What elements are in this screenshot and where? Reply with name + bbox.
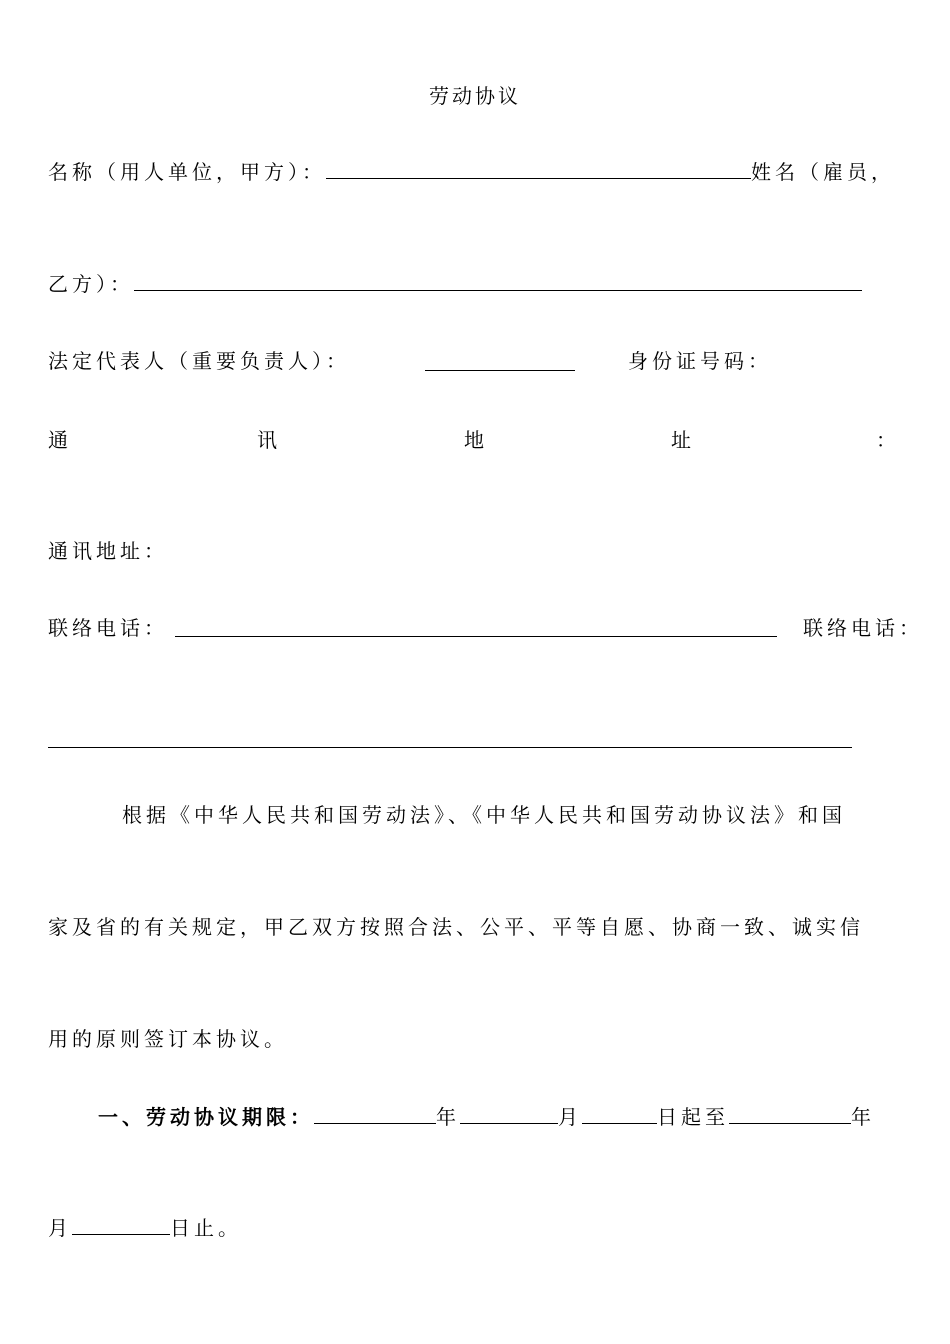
id-number-label: 身份证号码：	[628, 349, 772, 373]
term-end-year-blank[interactable]	[729, 1105, 851, 1124]
paragraph-line-2: 家及省的有关规定，甲乙双方按照合法、公平、平等自愿、协商一致、诚实信	[48, 915, 864, 939]
employer-name-label: 名称（用人单位，甲方）：	[48, 160, 326, 184]
phone-label-employee: 联络电话：	[803, 616, 923, 640]
term-month-end-label: 月	[48, 1216, 72, 1240]
paragraph-line-3: 用的原则签订本协议。	[48, 1027, 288, 1051]
term-end-month-blank[interactable]	[72, 1216, 170, 1235]
employee-name-blank[interactable]	[134, 272, 862, 291]
employee-name-label-part2: 乙方）：	[48, 272, 134, 296]
employee-name-row	[48, 272, 862, 296]
term-start-year-blank[interactable]	[314, 1105, 436, 1124]
term-row	[98, 1105, 875, 1129]
phone-label-employer: 联络电话：	[48, 616, 168, 640]
phone-blank-employee[interactable]	[48, 747, 852, 748]
term-day-from-label: 日起至	[657, 1105, 729, 1129]
employee-name-label-part1: 姓名（雇员，	[751, 160, 895, 184]
employer-name-row	[48, 160, 895, 184]
term-end-row	[48, 1216, 242, 1240]
address-spread-char-1: 通	[48, 428, 68, 452]
term-start-day-blank[interactable]	[582, 1105, 657, 1124]
address-spread-char-5: ：	[876, 428, 896, 452]
term-year-end-label: 年	[851, 1105, 875, 1129]
paragraph-line-1: 根据《中华人民共和国劳动法》、《中华人民共和国劳动协议法》和国	[122, 803, 846, 827]
term-start-month-blank[interactable]	[460, 1105, 558, 1124]
legal-rep-row	[48, 349, 350, 373]
address-spread-char-3: 地	[464, 428, 484, 452]
term-month-label: 月	[558, 1105, 582, 1129]
address-spread-char-2: 讯	[257, 428, 277, 452]
term-year-label: 年	[436, 1105, 460, 1129]
address-label: 通讯地址：	[48, 539, 168, 563]
employer-name-blank[interactable]	[326, 160, 751, 179]
term-day-end-label: 日止。	[170, 1216, 242, 1240]
document-title: 劳动协议	[429, 84, 521, 108]
address-spread-char-4: 址	[671, 428, 691, 452]
legal-rep-label: 法定代表人（重要负责人）：	[48, 349, 350, 373]
phone-blank-employer[interactable]	[175, 636, 777, 637]
term-heading: 一、劳动协议期限：	[98, 1105, 314, 1129]
legal-rep-blank[interactable]	[425, 370, 575, 371]
